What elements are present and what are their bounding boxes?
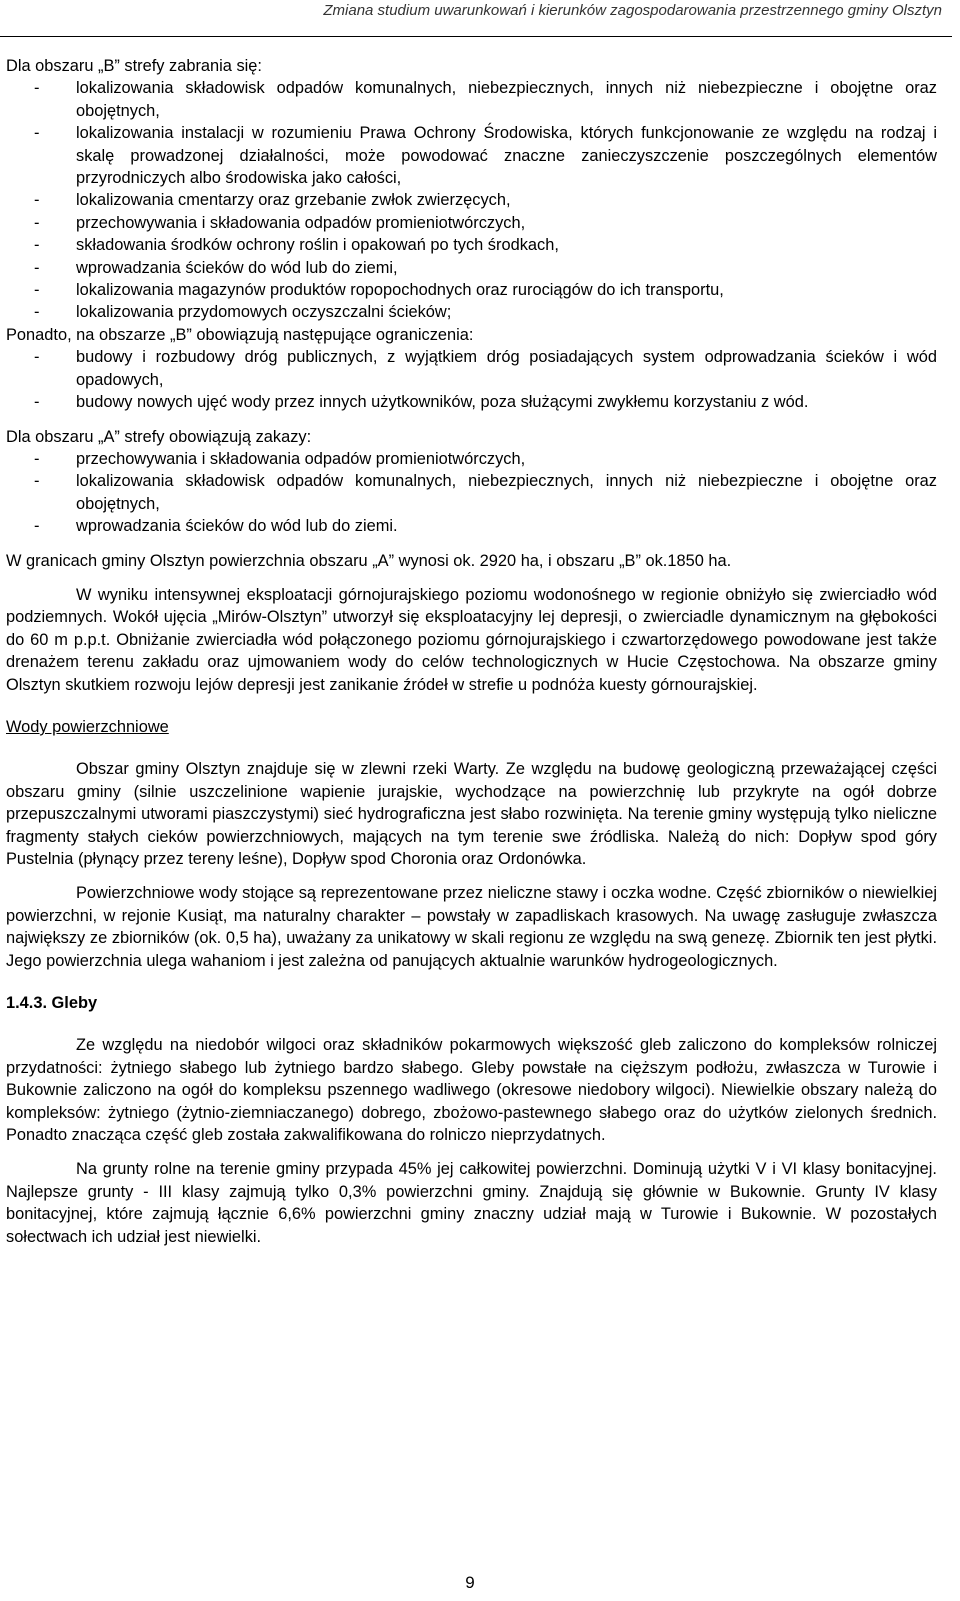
list-item: - lokalizowania instalacji w rozumieniu Prawa Ochrony Środowiska, których funkcjonowanie ze względu na rodzaj i skalę prowadzonej działalności, może powodować znaczne zanieczyszczenie poszczególnych elementów przyrodniczych albo środowiska jako całości,	[6, 122, 937, 189]
spacer	[6, 414, 937, 426]
spacer	[6, 1014, 937, 1026]
spacer	[6, 1026, 937, 1034]
soils-paragraph: Na grunty rolne na terenie gminy przypada 45% jej całkowitej powierzchni. Dominują użytki V i VI klasy bonitacyjnej. Najlepsze grunty - III klasy zajmują tylko 0,3% powierzchni gminy. Znajdują się głównie w Bukownie. Grunty IV klasy bonitacyjnej, które zajmują łącznie 6,6% powierzchni gminy znaczny udział mają w Turowie i Bukownie. W pozostałych sołectwach ich udział jest niewielki.	[6, 1160, 937, 1246]
list-item: - lokalizowania przydomowych oczyszczalni ścieków;	[6, 301, 937, 323]
list-item: - lokalizowania cmentarzy oraz grzebanie zwłok zwierzęcych,	[6, 189, 937, 211]
spacer	[6, 708, 937, 716]
surface-waters-heading: Wody powierzchniowe	[6, 717, 169, 736]
zone-b-restrictions-list	[6, 346, 937, 413]
list-item: - budowy i rozbudowy dróg publicznych, z wyjątkiem dróg posiadających system odprowadzania ścieków i wód opadowych,	[6, 346, 937, 391]
list-item: - wprowadzania ścieków do wód lub do ziemi,	[6, 257, 937, 279]
page-number: 9	[465, 1573, 475, 1592]
list-item: - wprowadzania ścieków do wód lub do ziemi.	[6, 515, 937, 537]
list-item: - przechowywania i składowania odpadów promieniotwórczych,	[6, 212, 937, 234]
spacer	[6, 538, 937, 550]
page-header	[0, 0, 952, 37]
document-title: Zmiana studium uwarunkowań i kierunków zagospodarowania przestrzennego gminy Olsztyn	[323, 2, 942, 19]
spacer	[6, 870, 937, 882]
depression-paragraph: W wyniku intensywnej eksploatacji górnojurajskiego poziomu wodonośnego w regionie obniżyło się zwierciadło wód podziemnych. Wokół ujęcia „Mirów-Olsztyn” utworzył się eksploatacyjny lej depresji, o zwierciadle dynamicznym na głębokości do 60 m p.p.t. Obniżanie zwierciadła wód połączonego poziomu górnojurajskiego i czwartorzędowego powodowane jest także drenażem terenu zakładu oraz ujmowaniem wody do celów technologicznych w Hucie Częstochowa. Na obszarze gminy Olsztyn skutkiem rozwoju lejów depresji jest zanikanie źródeł w strefie u podnóża kuesty górnourajskiej.	[6, 585, 937, 694]
list-item: - przechowywania i składowania odpadów promieniotwórczych,	[6, 448, 937, 470]
zone-a-lead: Dla obszaru „A” strefy obowiązują zakazy:	[6, 427, 312, 446]
list-item: - lokalizowania składowisk odpadów komunalnych, niebezpiecznych, innych niż niebezpieczne i obojętne oraz obojętnych,	[6, 77, 937, 122]
zone-b-restrictions-lead: Ponadto, na obszarze „B” obowiązują następujące ograniczenia:	[6, 325, 474, 344]
spacer	[6, 696, 937, 708]
zone-b-lead: Dla obszaru „B” strefy zabrania się:	[6, 57, 262, 75]
spacer	[6, 972, 937, 984]
list-item: - lokalizowania składowisk odpadów komunalnych, niebezpiecznych, innych niż niebezpieczne i obojętne oraz obojętnych,	[6, 470, 937, 515]
spacer	[6, 1146, 937, 1158]
spacer	[6, 738, 937, 750]
spacer	[6, 572, 937, 584]
document-body	[6, 55, 937, 1248]
list-item: - budowy nowych ujęć wody przez innych użytkowników, poza służącymi zwykłemu korzystaniu z wód.	[6, 391, 937, 413]
soils-paragraph: Ze względu na niedobór wilgoci oraz składników pokarmowych większość gleb zaliczono do kompleksów rolniczej przydatności: żytniego słabego lub żytniego bardzo słabego. Gleby powstałe na cięższym podłożu, zwłaszcza w Turowie i Bukownie zaliczono na ogół do kompleksu pszennego wadliwego (okresowe niedobory wilgoci). Niewielkie obszary należą do kompleksów: żytniego (żytnio-ziemniaczanego) dobrego, zbożowo-pastewnego słabego oraz do użytków zielonych średnich. Ponadto znacząca część gleb została zakwalifikowana do rolniczo nieprzydatnych.	[6, 1036, 937, 1145]
soils-heading: 1.4.3. Gleby	[6, 994, 98, 1013]
list-item: - składowania środków ochrony roślin i opakowań po tych środkach,	[6, 234, 937, 256]
list-item: - lokalizowania magazynów produktów ropopochodnych oraz rurociągów do ich transportu,	[6, 279, 937, 301]
zone-b-prohibitions-list	[6, 77, 937, 323]
spacer	[6, 984, 937, 992]
zone-a-prohibitions-list	[6, 448, 937, 538]
spacer	[6, 750, 937, 758]
surface-waters-paragraph: Obszar gminy Olsztyn znajduje się w zlewni rzeki Warty. Ze względu na budowę geologiczną przeważającej części obszaru gminy (silnie uszczelinione wapienie jurajskie, wychodzące na powierzchnię lub przykryte na ogół dobrze przepuszczalnymi utworami piaszczystymi) sieć hydrograficzna jest słabo rozwinięta. Na terenie gminy występują tylko nieliczne fragmenty stałych cieków powierzchniowych, mających na tym terenie swe źródliska. Należą do nich: Dopływ spod góry Pustelnia (płynący przez tereny leśne), Dopływ spod Choronia oraz Ordonówka.	[6, 760, 937, 868]
surface-waters-paragraph: Powierzchniowe wody stojące są reprezentowane przez nieliczne stawy i oczka wodne. Część zbiorników o niewielkiej powierzchni, w rejonie Kusiąt, ma naturalny charakter – powstały w zapadliskach krasowych. Na uwagę zasługuje zwłaszcza największy ze zbiorników (ok. 0,5 ha), uważany za unikatowy w skali regionu ze względu na swą genezę. Zbiornik ten jest płytki. Jego powierzchnia ulega wahaniom i jest zależna od panujących aktualnie warunków hydrogeologicznych.	[6, 884, 937, 970]
area-note: W granicach gminy Olsztyn powierzchnia obszaru „A” wynosi ok. 2920 ha, i obszaru „B” ok.1850 ha.	[6, 551, 732, 570]
